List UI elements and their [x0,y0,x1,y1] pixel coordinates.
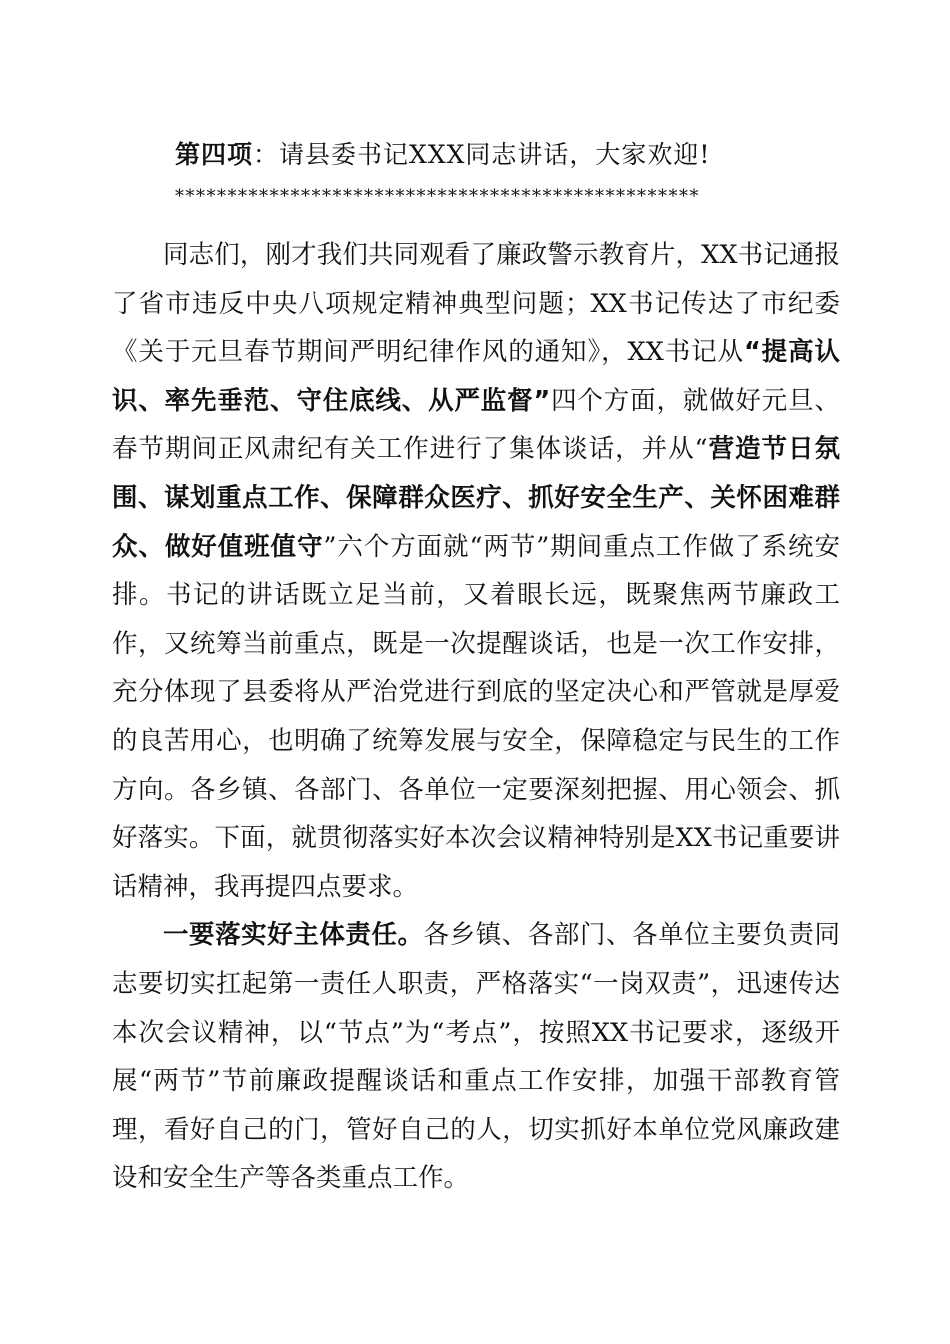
requirement-1-heading: 一要落实好主体责任。 [163,920,424,951]
asterisk-separator: ************************************************** [175,186,700,207]
paragraph-intro [112,231,840,911]
paragraph-intro-text-2: 四个方面，就做好元旦、春节期间正风肃纪有关工作进行了集体谈话，并从“ [112,385,840,465]
agenda-text: 请县委书记XXX同志讲话，大家欢迎! [279,140,711,169]
agenda-label: 第四项 [175,140,254,169]
agenda-item [175,136,710,174]
paragraph-intro-emphasis-1: “提高认识、率先垂范、守住底线、从严监督” [112,337,841,416]
paragraph-intro-text-3: ”六个方面就“两节”期间重点工作做了系统安排。书记的讲话既立足当前，又着眼长远，既聚焦两节廉政工作，又统筹当前重点，既是一次提醒谈话，也是一次工作安排，充分体现了县委将从严治党进行到底的坚定决心和严管就是厚爱的良苦用心，也明确了统筹发展与安全，保障稳定与民生的工作方向。各乡镇、各部门、各单位一定要深刻把握、用心领会、抓好落实。下面，就贯彻落实好本次会议精神特别是XX书记重要讲话精神，我再提四点要求。 [112,531,840,902]
speech-body [112,231,840,1203]
requirement-1-text: 各乡镇、各部门、各单位主要负责同志要切实扛起第一责任人职责，严格落实“一岗双责”，迅速传达本次会议精神，以“节点”为“考点”，按照XX书记要求，逐级开展“两节”节前廉政提醒谈话和重点工作安排，加强干部教育管理，看好自己的门，管好自己的人，切实抓好本单位党风廉政建设和安全生产等各类重点工作。 [112,920,840,1194]
paragraph-intro-emphasis-2: 营造节日氛围、谋划重点工作、保障群众医疗、抓好安全生产、关怀困难群众、做好值班值守 [112,434,840,562]
paragraph-requirement-1 [112,911,840,1203]
paragraph-intro-text-1: 同志们，刚才我们共同观看了廉政警示教育片，XX书记通报了省市违反中央八项规定精神典型问题；XX书记传达了市纪委《关于元旦春节期间严明纪律作风的通知》，XX书记从 [112,240,840,368]
agenda-colon: ： [253,140,280,169]
